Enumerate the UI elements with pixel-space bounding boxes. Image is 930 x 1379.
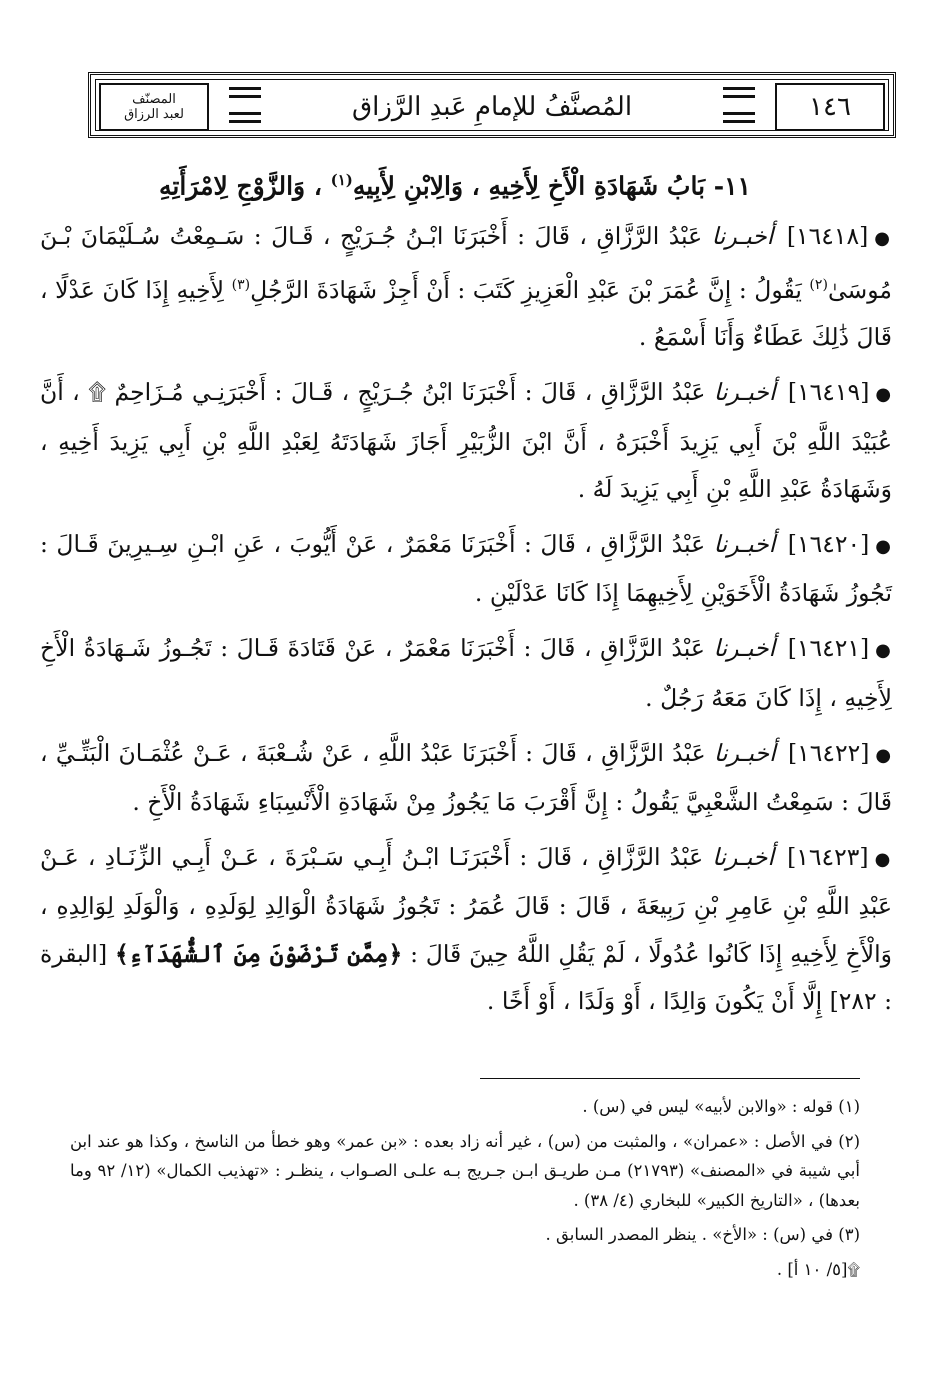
footnote-ref: (١) <box>330 171 353 189</box>
bullet-icon: ● <box>874 849 892 871</box>
running-title: المُصنَّفُ للإمامِ عَبدِ الرَّزاق <box>261 87 723 127</box>
footnote-1: (١) قوله : «والابن لأبيه» ليس في (س) . <box>582 1097 860 1116</box>
hadith-text: ، أَنَّ عُبَيْدَ اللَّهِ بْنَ أَبِي يَزِيدَ أَخْبَرَهُ ، أَنَّ ابْنَ الزُّبَيْرِ أَجَازَ شَهَادَتَهُ لِعَبْدِ اللَّهِ بْنِ أَبِي يَزِيدَ أَخِيهِ ، وَشَهَادَةُ عَبْدِ اللَّهِ بْنِ أَبِي يَزِيدَ لَهُ . <box>40 378 892 503</box>
seal-line: لعبد الرزاق <box>124 107 184 122</box>
footnotes <box>70 1092 860 1284</box>
page-header <box>88 72 896 138</box>
hadith-number: [١٦٤١٨] <box>786 222 869 250</box>
hadith-number: [١٦٤٢٠] <box>787 530 870 559</box>
hadith-16421 <box>40 625 892 721</box>
akhbarana-abbrev: أخبـرنا <box>711 222 774 250</box>
bullet-icon: ● <box>874 228 892 249</box>
hadith-text: عَبْدُ الرَّزَّاقِ ، قَالَ : أَخْبَرَنَا مَعْمَرٌ ، عَنْ قَتَادَةَ قَـالَ : تَجُـوزُ شَـهَادَةُ الْأَخِ لِأَخِيهِ ، إِذَا كَانَ مَعَهُ رَجُلٌ . <box>40 634 892 712</box>
hadith-number: [١٦٤٢٢] <box>787 738 870 767</box>
hadith-number: [١٦٤٢١] <box>787 634 870 663</box>
hadith-text: يَقُولُ : إِنَّ عُمَرَ بْنَ عَبْدِ الْعَزِيزِ كَتَبَ : أَنْ أَجِزْ شَهَادَةَ الرَّجُلِ <box>250 276 802 305</box>
akhbarana-abbrev: أخبـرنا <box>713 634 776 663</box>
hadith-text: عَبْدُ الرَّزَّاقِ ، قَالَ : أَخْبَرَنَا مَعْمَرٌ ، عَنْ أَيُّوبَ ، عَنِ ابْـنِ سِـيرِينَ قَـالَ : تَجُوزُ شَهَادَةُ الْأَخَوَيْنِ لِأَخِيهِمَا إِذَا كَانَا عَدْلَيْنِ . <box>40 530 892 608</box>
hadith-text: [البقرة : ٢٨٢] إِلَّا أَنْ يَكُونَ وَالِدًا ، أَوْ وَلَدًا ، أَوْ أَخًا . <box>40 939 892 1015</box>
book-seal-logo <box>99 83 209 131</box>
akhbarana-abbrev: أخبـرنا <box>713 738 776 767</box>
folio-mark-icon: ۩ <box>88 378 107 407</box>
akhbarana-abbrev: أخبـرنا <box>712 843 774 872</box>
bullet-icon: ● <box>875 384 892 406</box>
hadith-text: لِأَخِيهِ إِذَا كَانَ عَدْلًا ، قَالَ ذَٰلِكَ عَطَاءٌ وَأَنَا أَسْمَعُ . <box>40 276 892 352</box>
hadith-16420 <box>40 521 892 617</box>
bullet-icon: ● <box>875 744 892 766</box>
bullet-icon: ● <box>875 536 892 558</box>
hadith-text: عَبْدُ الرَّزَّاقِ ، قَالَ : أَخْبَرَنَا عَبْدُ اللَّهِ ، عَنْ شُـعْبَةَ ، عَـنْ عُثْمَـانَ الْبَتِّـيِّ ، قَالَ : سَمِعْتُ الشَّعْبِيَّ يَقُولُ : إِنَّ أَقْرَبَ مَا يَجُوزُ مِنْ شَهَادَةِ الْأَنْسِبَاءِ شَهَادَةُ الْأَخِ . <box>40 738 892 817</box>
page-number-box <box>775 83 885 131</box>
hadith-text: عَبْدُ الرَّزَّاقِ ، قَالَ : أَخْبَرَنَـا ابْـنُ أَبِـي سَـبْرَةَ ، عَـنْ أَبِـي الزِّنَـادِ ، عَـنْ عَبْدِ اللَّهِ بْنِ عَامِرِ بْنِ رَبِيعَةَ ، قَالَ : قَالَ عُمَرُ : تَجُوزُ شَهَادَةُ الْوَالِدِ لِوَلَدِهِ ، وَالْوَلَدِ لِوَالِدِهِ ، وَالْأَخِ لِأَخِيهِ إِذَا كَانُوا عُدُولًا ، لَمْ يَقُلِ اللَّهُ حِينَ قَالَ : <box>40 843 893 968</box>
footnote-2: (٢) في الأصل : «عمران» ، والمثبت من (س) ، غير أنه زاد بعده : «بن عمر» وهو خطأ من الناسخ ، وكذا هو عند ابن أبي شيبة في «المصنف» (٢١٧٩٣) مـن طريـق ابـن جـريج بـه علـى الصـواب ، ينظـر : «تهذيب الكمال» (١٢/ ٩٢ وما بعدها) ، «التاريخ الكبير» للبخاري (٤/ ٣٨) . <box>70 1131 860 1210</box>
hadith-16419 <box>40 369 892 513</box>
chapter-title-main: ١١- بَابُ شَهَادَةِ الْأَخِ لِأَخِيهِ ، وَالِابْنِ لِأَبِيهِ <box>352 171 751 201</box>
hadith-16422 <box>40 730 892 826</box>
quran-quote: ﴿مِمَّن تَرْضَوْنَ مِنَ ٱلشُّهَدَآءِ﴾ <box>114 939 403 968</box>
akhbarana-abbrev: أخبـرنا <box>713 378 776 407</box>
footnote-divider <box>480 1078 860 1079</box>
footnote-3: (٣) في (س) : «الأخ» . ينظر المصدر السابق . <box>545 1225 860 1244</box>
hadith-text: عَبْدُ الرَّزَّاقِ ، قَالَ : أَخْبَرَنَا ابْنُ جُـرَيْجٍ ، قَـالَ : أَخْبَرَنِـي مُـزَاحِمٌ <box>114 378 706 407</box>
seal-line: المصنّف <box>132 92 176 107</box>
hadith-list <box>40 213 892 1033</box>
manuscript-folio-ref: ۩[٥/ ١٠ أ] . <box>776 1259 860 1279</box>
bullet-icon: ● <box>875 640 892 662</box>
akhbarana-abbrev: أخبـرنا <box>713 530 776 559</box>
hadith-16423 <box>40 834 892 1025</box>
hadith-16418 <box>40 213 892 361</box>
hadith-text: عَبْدُ الرَّزَّاقِ ، قَالَ : أَخْبَرَنَا ابْـنُ جُـرَيْجٍ ، قَـالَ : سَـمِعْتُ سُـلَيْمَانَ بْـنَ مُوسَىٰ <box>40 222 892 305</box>
chapter-title-end: ، وَالزَّوْجِ لِامْرَأَتِهِ <box>159 171 322 201</box>
page-number: ١٤٦ <box>809 92 851 122</box>
hadith-number: [١٦٤٢٣] <box>787 843 869 872</box>
footnote-ref: (٣) <box>231 277 251 294</box>
chapter-title <box>20 157 890 209</box>
hadith-number: [١٦٤١٩] <box>787 378 870 407</box>
footnote-ref: (٢) <box>809 277 828 294</box>
